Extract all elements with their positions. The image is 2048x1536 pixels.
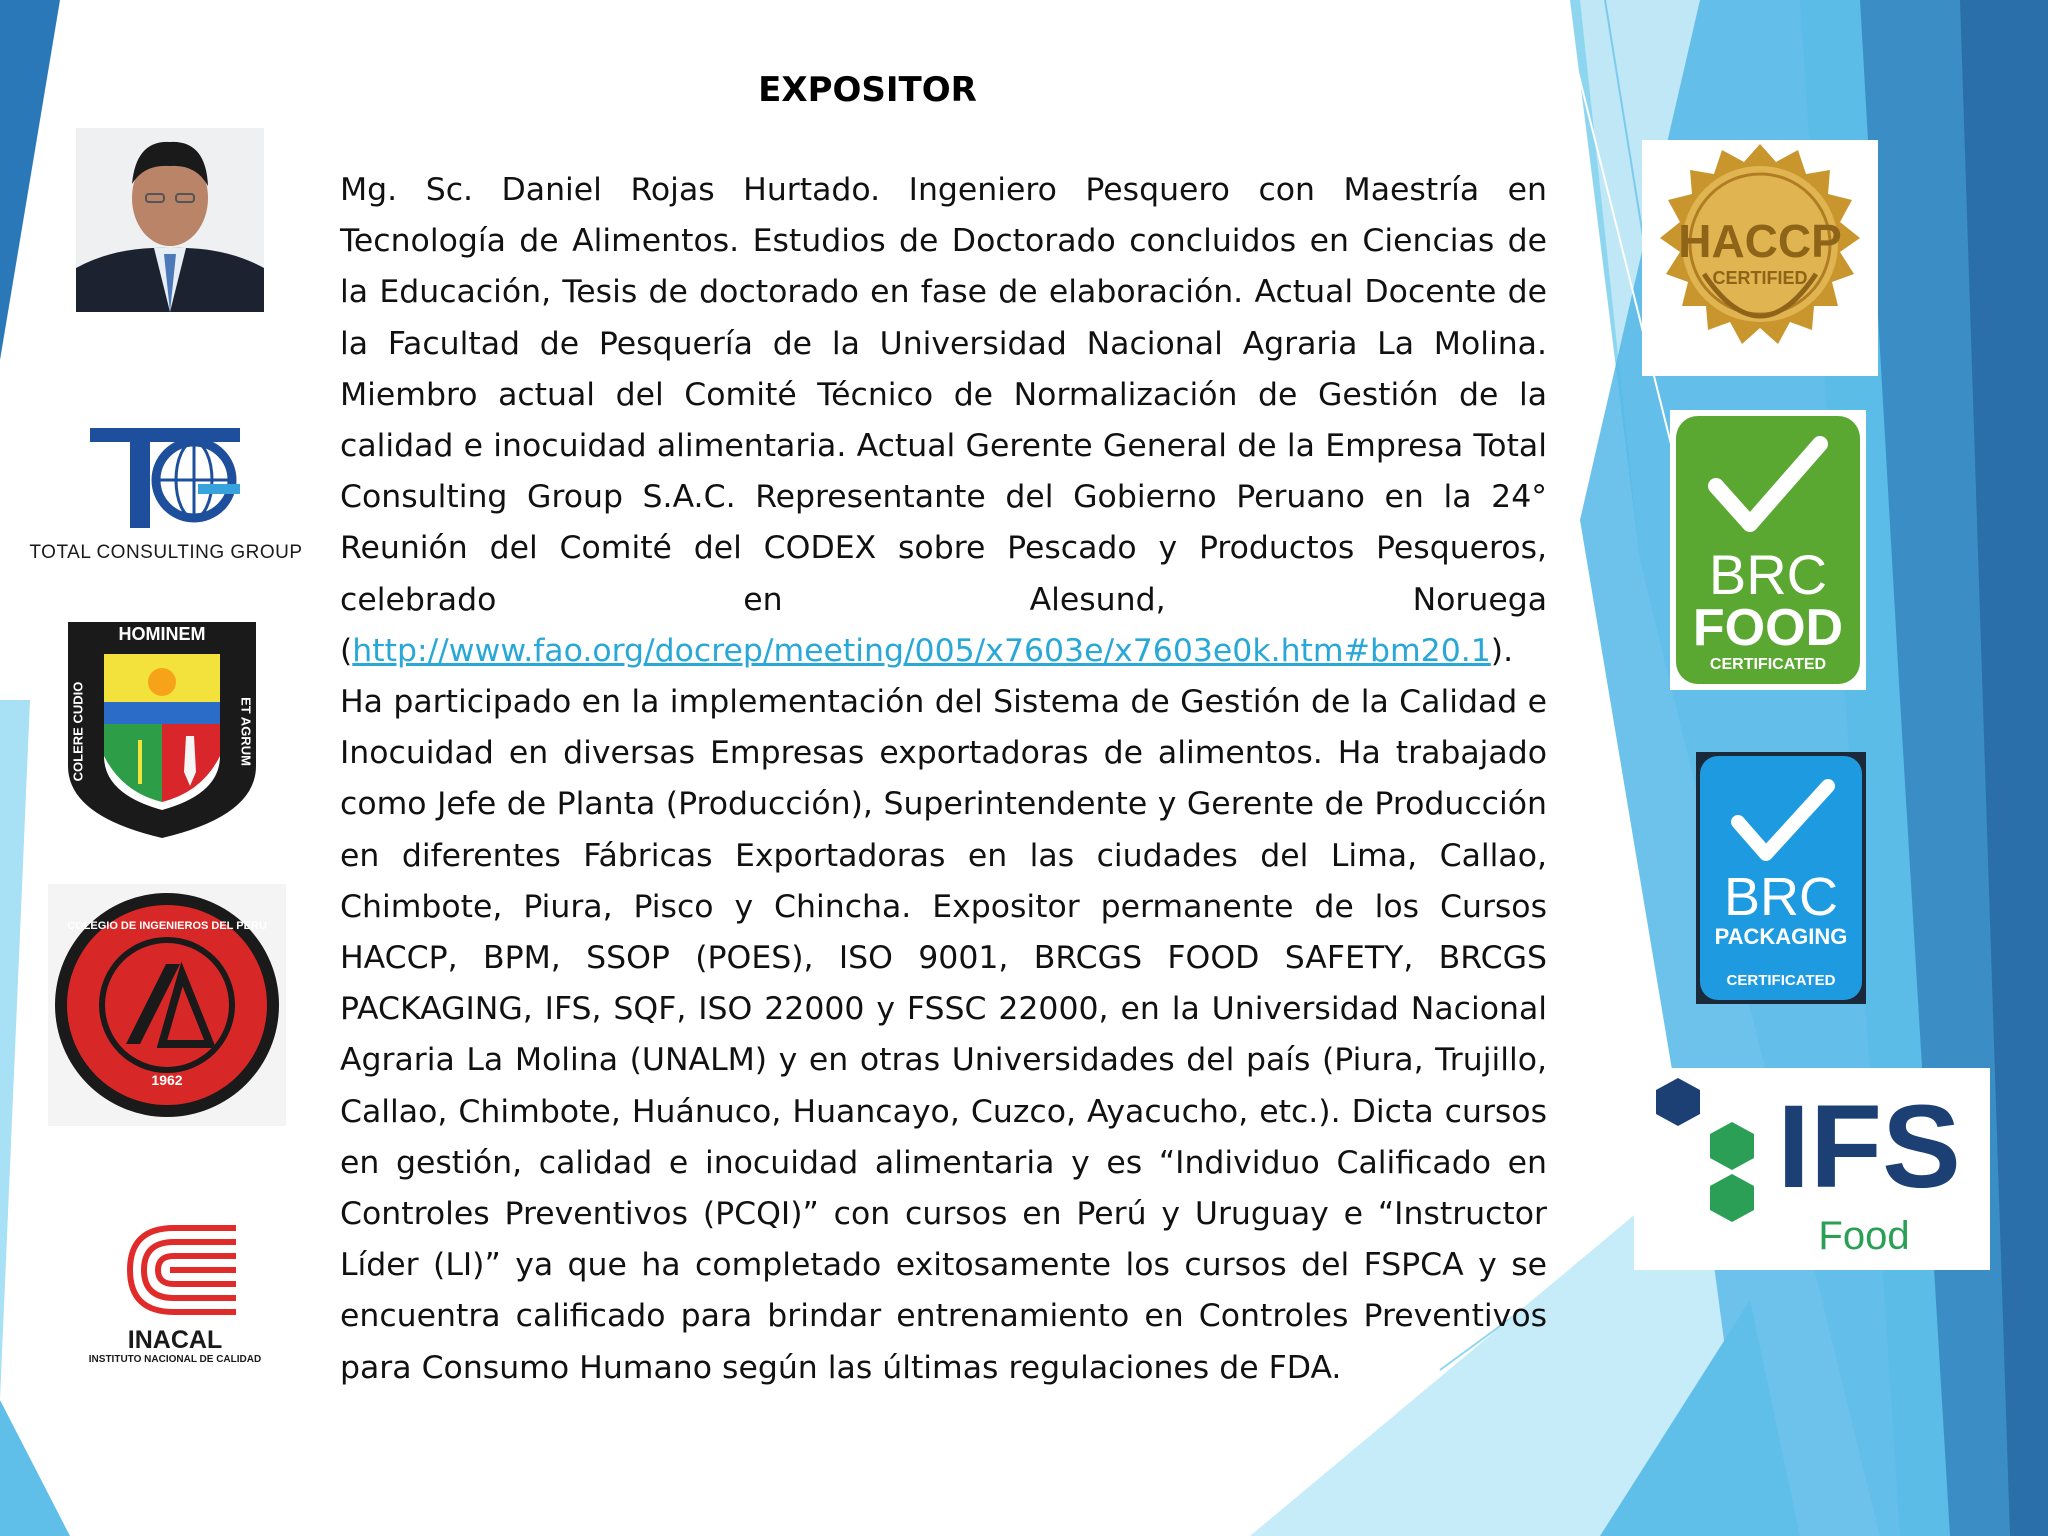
brc-food-line3: CERTIFICATED <box>1709 656 1827 673</box>
inacal-logo <box>40 1200 310 1390</box>
crest-left-text: COLERE CUDIO <box>70 681 86 782</box>
brc-packaging-line3: CERTIFICATED <box>1726 972 1836 989</box>
brc-food-line2: FOOD <box>1692 599 1844 657</box>
brc-packaging-badge <box>1696 752 1866 1004</box>
ifs-food-logo <box>1634 1068 1990 1270</box>
inacal-name: INACAL <box>127 1326 223 1354</box>
crest-shield-icon <box>62 616 262 844</box>
cip-logo <box>48 884 286 1126</box>
haccp-main-text: HACCP <box>1678 215 1842 267</box>
haccp-certified-badge <box>1642 140 1878 376</box>
brc-packaging-line2: PACKAGING <box>1714 924 1848 949</box>
bio-text-1: Mg. Sc. Daniel Rojas Hurtado. Ingeniero Pesquero con Maestría en Tecnología de Alimentos. Estudios de Doctorado concluidos en Ciencias de la Educación, Tesis de doctorado en fase de elaboración. Actual Docente de la Facultad de Pesquería de la Universidad Nacional Agraria La Molina. Miembro actual del Comité Técnico de Normalización de Gestión de la calidad e inocuidad alimentaria. Actual Gerente General de la Empresa Total Consulting Group S.A.C. Representante del Gobierno Peruano en la 24° Reunión del Comité del CODEX sobre Pescado y Productos Pesqueros, celebrado en Alesund, Noruega ( <box>340 172 1547 669</box>
speaker-bio <box>340 165 1547 1394</box>
crest-top-text: HOMINEM <box>118 624 206 644</box>
fao-meeting-link[interactable]: http://www.fao.org/docrep/meeting/005/x7603e/x7603e0k.htm#bm20.1 <box>352 632 1491 669</box>
ifs-sub-text: Food <box>1818 1214 1910 1258</box>
brc-packaging-line1: BRC <box>1723 867 1838 927</box>
inacal-subtitle: INSTITUTO NACIONAL DE CALIDAD <box>88 1354 262 1365</box>
crest-right-text: ET AGRUM <box>238 697 254 766</box>
ifs-main-text: IFS <box>1777 1081 1961 1213</box>
brc-food-badge <box>1670 410 1866 690</box>
brc-food-line1: BRC <box>1708 543 1828 606</box>
cip-ring-text: COLEGIO DE INGENIEROS DEL PERU <box>67 920 267 932</box>
haccp-sub-text: CERTIFIED <box>1712 268 1808 288</box>
university-crest <box>62 616 262 844</box>
speaker-photo <box>76 128 264 312</box>
cip-year-text: 1962 <box>151 1072 183 1088</box>
tcg-logo <box>12 418 320 568</box>
tcg-logo-text: TOTAL CONSULTING GROUP <box>29 542 303 563</box>
bio-text-2: ). Ha participado en la implementación del Sistema de Gestión de la Calidad e Inocuidad en diversas Empresas exportadoras de alimentos. Ha trabajado como Jefe de Planta (Producción), Superintendente y Gerente de Producción en diferentes Fábricas Exportadoras en las ciudades del Lima, Callao, Chimbote, Piura, Pisco y Chincha. Expositor permanente de los Cursos HACCP, BPM, SSOP (POES), ISO 9001, BRCGS FOOD SAFETY, BRCGS PACKAGING, IFS, SQF, ISO 22000 y FSSC 22000, en la Universidad Nacional Agraria La Molina (UNALM) y en otras Universidades del país (Piura, Trujillo, Callao, Chimbote, Huánuco, Huancayo, Cuzco, Ayacucho, etc.). Dicta cursos en gestión, calidad e inocuidad alimentaria y es “Individuo Calificado en Controles Preventivos (PCQI)” con cursos en Perú y Uruguay e “Instructor Líder (LI)” ya que ha completado exitosamente los cursos del FSPCA y se encuentra calificado para brindar entrenamiento en Controles Preventivos para Consumo Humano según las últimas regulaciones de FDA. <box>340 632 1547 1386</box>
slide-title: EXPOSITOR <box>758 70 977 110</box>
